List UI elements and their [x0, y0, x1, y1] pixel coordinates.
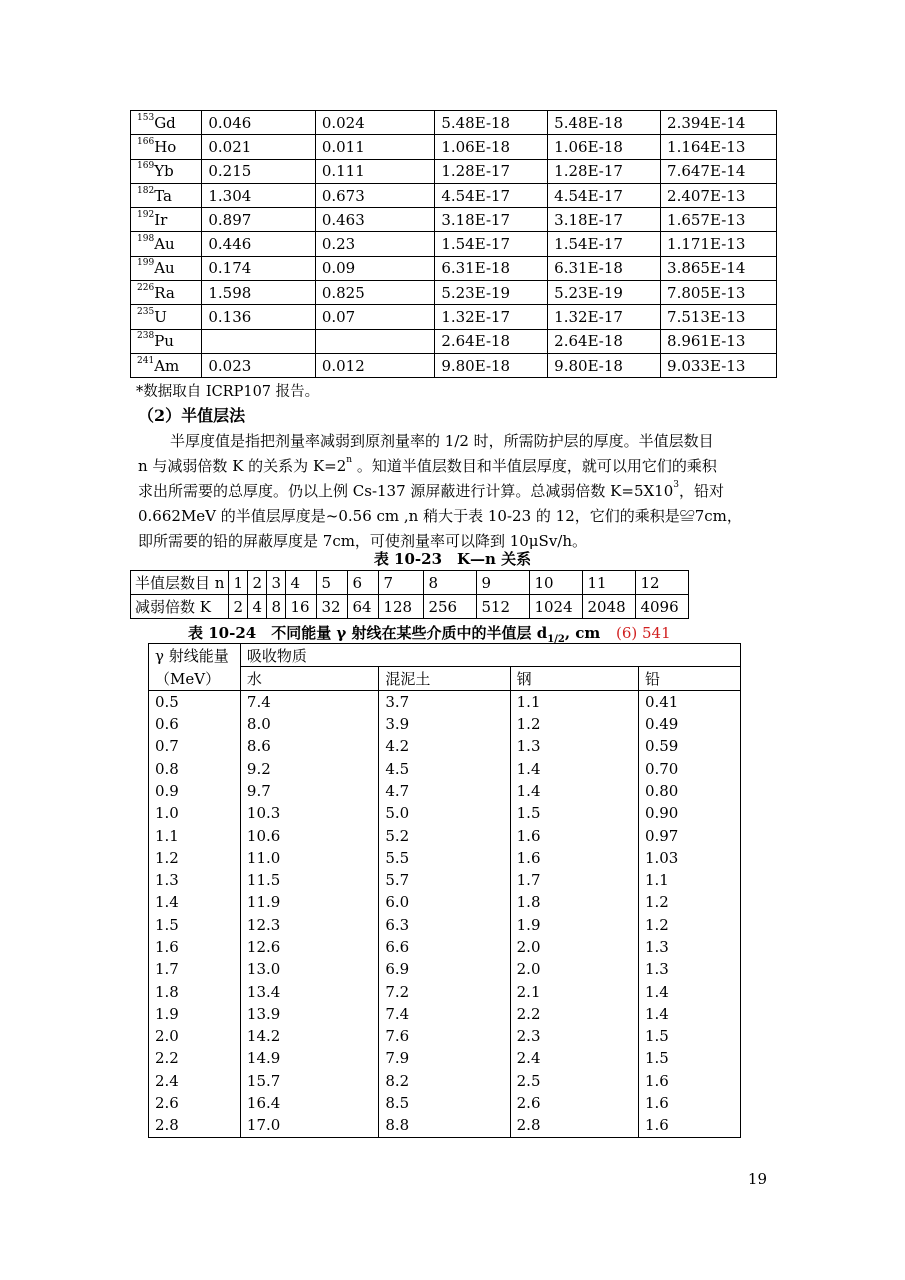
value-cell: 1.54E-17	[435, 232, 548, 256]
energy-cell: 1.6	[149, 936, 241, 958]
hvl-cell: 8.5	[379, 1092, 510, 1114]
section-heading: （2）半值层法	[138, 406, 246, 425]
value-cell: 1.304	[202, 183, 315, 207]
value-cell: 2.407E-13	[661, 183, 777, 207]
hvl-cell: 1.1	[510, 690, 638, 713]
hvl-cell: 13.9	[240, 1003, 378, 1025]
table-row	[149, 869, 741, 891]
hvl-cell: 16.4	[240, 1092, 378, 1114]
value-cell: 0.021	[202, 135, 315, 159]
hvl-cell: 11.0	[240, 847, 378, 869]
hvl-cell: 0.90	[638, 802, 740, 824]
table-row	[149, 980, 741, 1002]
energy-cell: 0.8	[149, 757, 241, 779]
hvl-cell: 2.0	[510, 958, 638, 980]
value-cell: 8.961E-13	[661, 329, 777, 353]
table-10-24-caption: 表 10-24 不同能量 γ 射线在某些介质中的半值层 $d_{1/2}$, cm (6) 541	[188, 624, 671, 645]
table-row	[149, 802, 741, 824]
energy-cell: 0.7	[149, 735, 241, 757]
medium-header: 吸收物质	[240, 644, 740, 667]
hvl-cell: 3.9	[379, 713, 510, 735]
energy-cell: 1.3	[149, 869, 241, 891]
table-row	[131, 595, 689, 619]
value-cell: 1.54E-17	[548, 232, 661, 256]
n-cell: 10	[530, 571, 583, 595]
table-row	[149, 1025, 741, 1047]
hvl-cell: 7.2	[379, 980, 510, 1002]
energy-cell: 1.8	[149, 980, 241, 1002]
value-cell: 5.23E-19	[548, 281, 661, 305]
nuclide-cell: $^{226}$Ra	[131, 281, 202, 305]
k-cell: 512	[477, 595, 530, 619]
medium-lead: 铅	[638, 667, 740, 690]
value-cell: 2.64E-18	[548, 329, 661, 353]
value-cell: 9.80E-18	[548, 353, 661, 377]
hvl-cell: 0.70	[638, 757, 740, 779]
hvl-cell: 0.49	[638, 713, 740, 735]
table-row	[131, 281, 777, 305]
energy-cell: 1.7	[149, 958, 241, 980]
table-row	[149, 1114, 741, 1137]
table-row	[149, 1047, 741, 1069]
hvl-cell: 5.5	[379, 847, 510, 869]
hvl-cell: 5.0	[379, 802, 510, 824]
n-cell: 1	[229, 571, 248, 595]
value-cell: 9.033E-13	[661, 353, 777, 377]
value-cell: 6.31E-18	[435, 256, 548, 280]
hvl-cell: 14.2	[240, 1025, 378, 1047]
value-cell: 5.48E-18	[548, 111, 661, 135]
value-cell: 0.136	[202, 305, 315, 329]
hvl-cell: 0.80	[638, 780, 740, 802]
hvl-cell: 4.5	[379, 757, 510, 779]
value-cell	[315, 329, 434, 353]
hvl-cell: 1.5	[638, 1025, 740, 1047]
energy-cell: 1.9	[149, 1003, 241, 1025]
paragraph-line-3: 求出所需要的总厚度。仍以上例 Cs-137 源屏蔽进行计算。总减弱倍数 $K=5X10^3$，铅对	[138, 480, 725, 500]
paragraph-line-2: n 与减弱倍数 K 的关系为 $K=2^n$ 。知道半值层数目和半值层厚度，就可以用它们的乘积	[138, 455, 717, 475]
table-row	[149, 690, 741, 713]
medium-water: 水	[240, 667, 378, 690]
value-cell: 0.215	[202, 159, 315, 183]
table-row	[131, 353, 777, 377]
energy-cell: 2.6	[149, 1092, 241, 1114]
paragraph-line-1: 半厚度值是指把剂量率减弱到原剂量率的 1/2 时，所需防护层的厚度。半值层数目	[170, 432, 714, 450]
value-cell: 0.463	[315, 208, 434, 232]
hvl-cell: 10.6	[240, 824, 378, 846]
hvl-cell: 6.0	[379, 891, 510, 913]
value-cell: 0.174	[202, 256, 315, 280]
table-row	[131, 329, 777, 353]
table-header-row	[149, 667, 741, 690]
table-row	[149, 958, 741, 980]
n-cell: 6	[348, 571, 379, 595]
value-cell: 1.32E-17	[548, 305, 661, 329]
value-cell: 0.012	[315, 353, 434, 377]
value-cell: 2.64E-18	[435, 329, 548, 353]
nuclide-cell: $^{153}$Gd	[131, 111, 202, 135]
value-cell: 0.111	[315, 159, 434, 183]
table-row	[131, 135, 777, 159]
hvl-cell: 7.4	[379, 1003, 510, 1025]
k-cell: 1024	[530, 595, 583, 619]
half-value-layer-table	[148, 643, 741, 1138]
hvl-cell: 1.4	[638, 1003, 740, 1025]
value-cell: 0.011	[315, 135, 434, 159]
k-cell: 4	[248, 595, 267, 619]
n-cell: 2	[248, 571, 267, 595]
energy-cell: 2.0	[149, 1025, 241, 1047]
value-cell: 1.28E-17	[435, 159, 548, 183]
table-row	[149, 735, 741, 757]
paragraph-line-4: 0.662MeV 的半值层厚度是~0.56 cm ,n 稍大于表 10-23 的 12，它们的乘积是≌7cm，	[138, 507, 742, 525]
energy-unit-header: （MeV）	[149, 667, 241, 690]
table-row	[149, 914, 741, 936]
n-cell: 8	[424, 571, 477, 595]
table-row	[131, 232, 777, 256]
hvl-cell: 8.6	[240, 735, 378, 757]
hvl-cell: 5.2	[379, 824, 510, 846]
energy-header: γ 射线能量	[149, 644, 241, 667]
table-row	[131, 159, 777, 183]
hvl-cell: 7.6	[379, 1025, 510, 1047]
nuclide-cell: $^{182}$Ta	[131, 183, 202, 207]
table-header-row	[149, 644, 741, 667]
nuclide-cell: $^{169}$Yb	[131, 159, 202, 183]
value-cell: 2.394E-14	[661, 111, 777, 135]
hvl-cell: 17.0	[240, 1114, 378, 1137]
table-10-23-caption: 表 10-23 K—n 关系	[373, 550, 532, 568]
value-cell: 7.805E-13	[661, 281, 777, 305]
value-cell: 1.06E-18	[435, 135, 548, 159]
energy-cell: 1.2	[149, 847, 241, 869]
value-cell: 0.024	[315, 111, 434, 135]
hvl-cell: 2.4	[510, 1047, 638, 1069]
hvl-cell: 1.4	[510, 757, 638, 779]
hvl-cell: 5.7	[379, 869, 510, 891]
nuclide-cell: $^{241}$Am	[131, 353, 202, 377]
hvl-cell: 1.6	[510, 847, 638, 869]
hvl-cell: 1.6	[638, 1114, 740, 1137]
nuclide-cell: $^{166}$Ho	[131, 135, 202, 159]
value-cell: 0.673	[315, 183, 434, 207]
n-cell: 9	[477, 571, 530, 595]
value-cell: 4.54E-17	[548, 183, 661, 207]
table-row	[131, 256, 777, 280]
nuclide-cell: $^{192}$Ir	[131, 208, 202, 232]
table-row	[149, 891, 741, 913]
k-n-relation-table	[130, 570, 689, 619]
paragraph-line-5: 即所需要的铅的屏蔽厚度是 7cm，可使剂量率可以降到 10μSv/h。	[138, 532, 588, 550]
hvl-cell: 10.3	[240, 802, 378, 824]
table-row	[149, 1003, 741, 1025]
k-cell: 2	[229, 595, 248, 619]
hvl-cell: 11.9	[240, 891, 378, 913]
reference-mark: (6) 541	[615, 624, 671, 642]
hvl-cell: 2.2	[510, 1003, 638, 1025]
value-cell: 0.046	[202, 111, 315, 135]
n-cell: 3	[267, 571, 286, 595]
hvl-cell: 1.7	[510, 869, 638, 891]
hvl-cell: 1.5	[510, 802, 638, 824]
k-cell: 16	[286, 595, 317, 619]
hvl-cell: 0.41	[638, 690, 740, 713]
energy-cell: 1.1	[149, 824, 241, 846]
medium-concrete: 混泥土	[379, 667, 510, 690]
value-cell	[202, 329, 315, 353]
value-cell: 6.31E-18	[548, 256, 661, 280]
value-cell: 4.54E-17	[435, 183, 548, 207]
value-cell: 1.32E-17	[435, 305, 548, 329]
hvl-cell: 8.8	[379, 1114, 510, 1137]
value-cell: 0.446	[202, 232, 315, 256]
hvl-cell: 1.3	[638, 936, 740, 958]
energy-cell: 2.8	[149, 1114, 241, 1137]
hvl-cell: 1.3	[510, 735, 638, 757]
n-cell: 4	[286, 571, 317, 595]
nuclide-cell: $^{238}$Pu	[131, 329, 202, 353]
nuclide-cell: $^{198}$Au	[131, 232, 202, 256]
value-cell: 7.647E-14	[661, 159, 777, 183]
n-cell: 5	[317, 571, 348, 595]
hvl-cell: 2.0	[510, 936, 638, 958]
energy-cell: 2.4	[149, 1070, 241, 1092]
energy-cell: 2.2	[149, 1047, 241, 1069]
hvl-cell: 12.6	[240, 936, 378, 958]
table-row	[149, 757, 741, 779]
footnote: *数据取自 ICRP107 报告。	[136, 384, 320, 400]
hvl-cell: 1.2	[638, 891, 740, 913]
hvl-cell: 1.9	[510, 914, 638, 936]
value-cell: 5.48E-18	[435, 111, 548, 135]
table-row	[149, 1070, 741, 1092]
n-cell: 7	[379, 571, 424, 595]
value-cell: 5.23E-19	[435, 281, 548, 305]
nuclide-data-table	[130, 110, 777, 378]
hvl-cell: 1.3	[638, 958, 740, 980]
energy-cell: 0.9	[149, 780, 241, 802]
n-cell: 11	[583, 571, 636, 595]
hvl-cell: 4.2	[379, 735, 510, 757]
k-cell: 8	[267, 595, 286, 619]
value-cell: 9.80E-18	[435, 353, 548, 377]
row-label: 半值层数目 n	[131, 571, 229, 595]
hvl-cell: 8.2	[379, 1070, 510, 1092]
hvl-cell: 6.6	[379, 936, 510, 958]
hvl-cell: 1.4	[510, 780, 638, 802]
value-cell: 0.825	[315, 281, 434, 305]
value-cell: 1.28E-17	[548, 159, 661, 183]
hvl-cell: 1.4	[638, 980, 740, 1002]
table-row	[149, 1092, 741, 1114]
hvl-cell: 15.7	[240, 1070, 378, 1092]
hvl-cell: 2.6	[510, 1092, 638, 1114]
table-row	[149, 780, 741, 802]
hvl-cell: 0.97	[638, 824, 740, 846]
value-cell: 1.164E-13	[661, 135, 777, 159]
value-cell: 0.23	[315, 232, 434, 256]
hvl-cell: 4.7	[379, 780, 510, 802]
table-row	[149, 936, 741, 958]
hvl-cell: 1.5	[638, 1047, 740, 1069]
hvl-cell: 1.03	[638, 847, 740, 869]
nuclide-cell: $^{235}$U	[131, 305, 202, 329]
energy-cell: 1.0	[149, 802, 241, 824]
hvl-cell: 1.2	[510, 713, 638, 735]
k-cell: 32	[317, 595, 348, 619]
value-cell: 1.171E-13	[661, 232, 777, 256]
hvl-cell: 0.59	[638, 735, 740, 757]
hvl-cell: 12.3	[240, 914, 378, 936]
row-label: 减弱倍数 K	[131, 595, 229, 619]
hvl-cell: 9.7	[240, 780, 378, 802]
table-row	[131, 305, 777, 329]
value-cell: 1.06E-18	[548, 135, 661, 159]
value-cell: 0.09	[315, 256, 434, 280]
hvl-cell: 2.3	[510, 1025, 638, 1047]
hvl-cell: 7.4	[240, 690, 378, 713]
hvl-cell: 2.5	[510, 1070, 638, 1092]
hvl-cell: 3.7	[379, 690, 510, 713]
value-cell: 3.18E-17	[435, 208, 548, 232]
k-cell: 128	[379, 595, 424, 619]
hvl-cell: 7.9	[379, 1047, 510, 1069]
hvl-cell: 1.8	[510, 891, 638, 913]
hvl-cell: 14.9	[240, 1047, 378, 1069]
table-row	[149, 824, 741, 846]
hvl-cell: 2.8	[510, 1114, 638, 1137]
value-cell: 7.513E-13	[661, 305, 777, 329]
table-row	[149, 847, 741, 869]
hvl-cell: 6.9	[379, 958, 510, 980]
hvl-cell: 1.2	[638, 914, 740, 936]
value-cell: 1.598	[202, 281, 315, 305]
hvl-cell: 6.3	[379, 914, 510, 936]
value-cell: 1.657E-13	[661, 208, 777, 232]
table-row	[131, 571, 689, 595]
hvl-cell: 8.0	[240, 713, 378, 735]
hvl-cell: 1.1	[638, 869, 740, 891]
value-cell: 0.023	[202, 353, 315, 377]
hvl-cell: 13.0	[240, 958, 378, 980]
table-row	[131, 208, 777, 232]
k-cell: 64	[348, 595, 379, 619]
energy-cell: 1.4	[149, 891, 241, 913]
hvl-cell: 11.5	[240, 869, 378, 891]
hvl-cell: 1.6	[638, 1070, 740, 1092]
table-row	[131, 111, 777, 135]
value-cell: 3.18E-17	[548, 208, 661, 232]
page-number: 19	[747, 1170, 767, 1188]
n-cell: 12	[636, 571, 689, 595]
hvl-cell: 1.6	[510, 824, 638, 846]
table-row	[131, 183, 777, 207]
energy-cell: 0.6	[149, 713, 241, 735]
nuclide-cell: $^{199}$Au	[131, 256, 202, 280]
hvl-cell: 9.2	[240, 757, 378, 779]
energy-cell: 1.5	[149, 914, 241, 936]
value-cell: 3.865E-14	[661, 256, 777, 280]
hvl-cell: 1.6	[638, 1092, 740, 1114]
k-cell: 2048	[583, 595, 636, 619]
value-cell: 0.07	[315, 305, 434, 329]
value-cell: 0.897	[202, 208, 315, 232]
energy-cell: 0.5	[149, 690, 241, 713]
table-row	[149, 713, 741, 735]
hvl-cell: 2.1	[510, 980, 638, 1002]
hvl-cell: 13.4	[240, 980, 378, 1002]
medium-steel: 钢	[510, 667, 638, 690]
k-cell: 256	[424, 595, 477, 619]
k-cell: 4096	[636, 595, 689, 619]
